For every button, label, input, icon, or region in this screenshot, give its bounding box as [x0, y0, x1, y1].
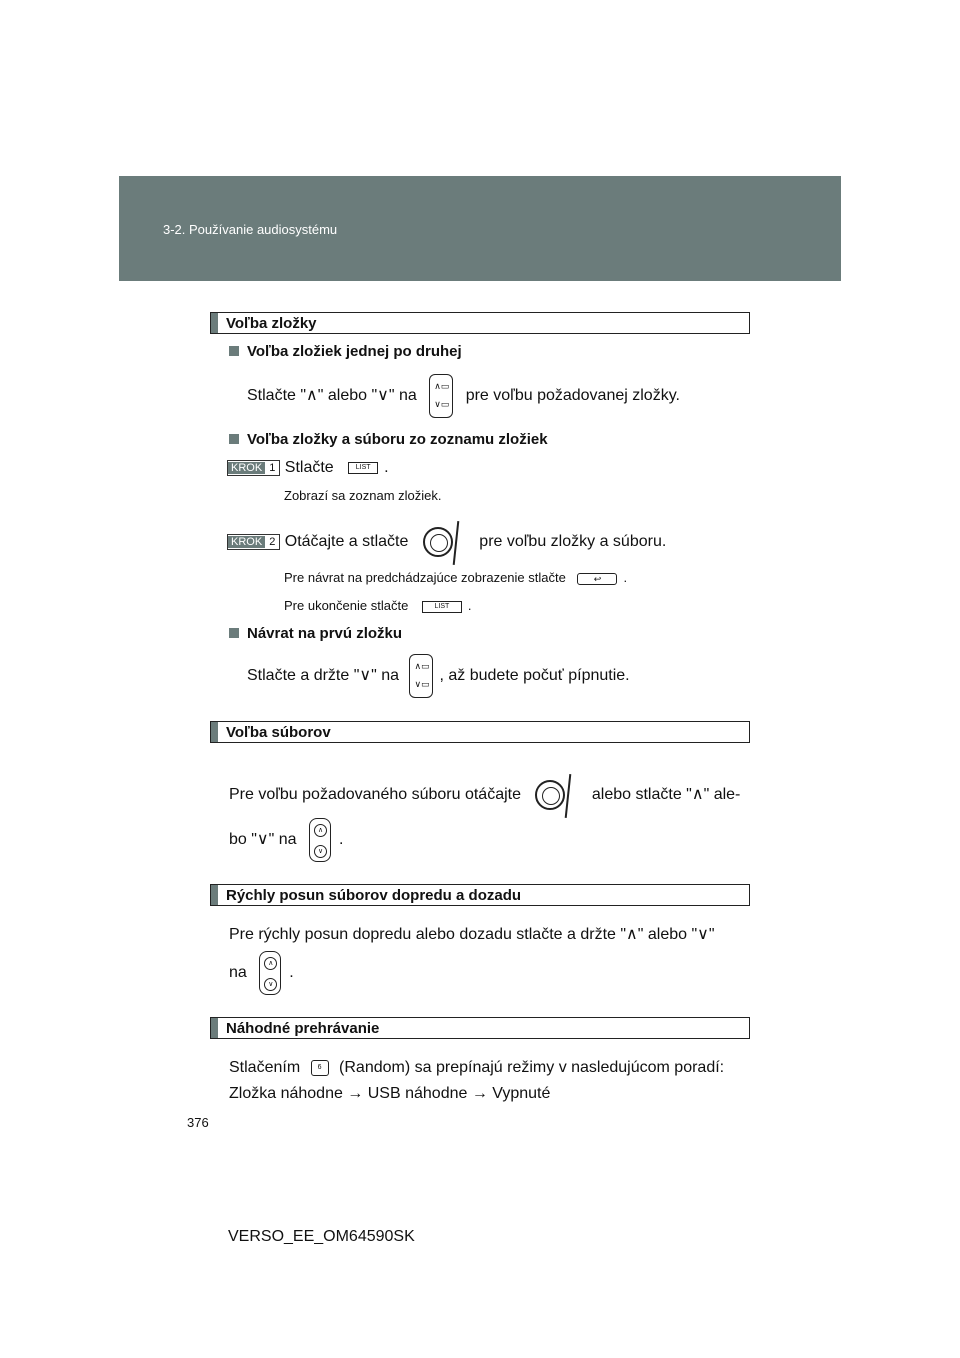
down-glyph: ∨	[264, 978, 277, 991]
text-fragment: alebo stlačte "∧" ale-	[591, 786, 741, 804]
section-random-title: Náhodné prehrávanie	[226, 1020, 380, 1037]
step-badge	[227, 460, 280, 476]
step2-line	[227, 527, 666, 557]
section-stripe	[211, 1018, 218, 1038]
folder-one-by-one-text	[247, 374, 680, 418]
step-number: 1	[269, 461, 276, 474]
section-stripe	[211, 885, 218, 905]
step-badge	[227, 534, 280, 550]
text-fragment: .	[339, 831, 344, 849]
random-button-icon: 6	[311, 1060, 329, 1076]
fast-line1: Pre rýchly posun dopredu alebo dozadu stlačte a držte "∧" alebo "∨"	[229, 926, 715, 943]
bullet-square-icon	[229, 434, 239, 444]
subheading-text: Návrat na prvú zložku	[247, 625, 403, 642]
list-button-icon: LIST	[422, 601, 462, 613]
text-fragment: , až budete počuť pípnutie.	[439, 667, 630, 685]
subheading-text: Voľba zložky a súboru zo zoznamu zložiek	[247, 431, 548, 448]
knob-pointer	[453, 521, 459, 565]
step-word: KROK	[228, 536, 265, 548]
section-fast-bar	[210, 884, 750, 906]
up-down-button-icon	[259, 951, 281, 995]
back-button-icon: ↩	[577, 573, 617, 585]
text-fragment: (Random) sa prepínajú režimy v nasledujúcom poradí:	[339, 1059, 725, 1076]
up-glyph: ∧	[314, 824, 327, 837]
down-glyph: ∨	[314, 845, 327, 858]
breadcrumb: 3-2. Používanie audiosystému	[163, 222, 338, 237]
section-file-title: Voľba súborov	[226, 724, 331, 741]
random-line2: Zložka náhodne → USB náhodne → Vypnuté	[229, 1085, 551, 1102]
rocker-up-glyph: ∧▭	[414, 661, 430, 671]
subheading-folder-from-list	[229, 431, 548, 448]
text-fragment: Stlačte "∧" alebo "∨" na	[247, 387, 417, 405]
step2-note-back	[284, 570, 627, 585]
text-fragment: bo "∨" na	[229, 831, 297, 849]
text-fragment: Pre voľbu požadovaného súboru otáčajte	[229, 786, 521, 804]
subheading-first-folder	[229, 625, 402, 642]
subheading-text: Voľba zložiek jednej po druhej	[247, 343, 462, 360]
fast-line2	[229, 951, 294, 995]
text-fragment: Pre návrat na predchádzajúce zobrazenie stlačte	[284, 570, 566, 585]
bullet-square-icon	[229, 346, 239, 356]
step-word: KROK	[228, 462, 265, 474]
text-fragment: Stlačte a držte "∨" na	[247, 667, 400, 685]
step1-line	[227, 459, 389, 477]
up-glyph: ∧	[264, 957, 277, 970]
page-number: 376	[187, 1115, 209, 1130]
text-fragment: pre voľbu zložky a súboru.	[479, 533, 667, 551]
footer-code: VERSO_EE_OM64590SK	[228, 1228, 415, 1245]
section-folder-bar	[210, 312, 750, 334]
seek-rocker-icon	[429, 374, 453, 418]
section-fast-title: Rýchly posun súborov dopredu a dozadu	[226, 887, 522, 904]
first-folder-text	[247, 654, 630, 698]
section-random-bar	[210, 1017, 750, 1039]
text-fragment: Pre ukončenie stlačte	[284, 598, 409, 613]
text-fragment: .	[384, 459, 389, 476]
file-line1	[229, 780, 740, 810]
text-fragment: Stlačením	[229, 1059, 301, 1076]
section-stripe	[211, 313, 218, 333]
subheading-folder-one-by-one	[229, 343, 462, 360]
step1-note: Zobrazí sa zoznam zložiek.	[284, 488, 442, 503]
up-down-button-icon	[309, 818, 331, 862]
step2-note-exit	[284, 598, 472, 613]
section-stripe	[211, 722, 218, 742]
file-line2	[229, 818, 343, 862]
step-number: 2	[269, 536, 276, 548]
text-fragment: pre voľbu požadovanej zložky.	[465, 387, 680, 405]
text-fragment: .	[623, 570, 628, 585]
rocker-down-glyph: ∨▭	[434, 399, 450, 409]
text-fragment: Otáčajte a stlačte	[284, 533, 409, 551]
tune-knob-icon	[423, 527, 453, 557]
rocker-up-glyph: ∧▭	[434, 381, 450, 391]
random-line1	[229, 1059, 724, 1077]
tune-knob-icon	[535, 780, 565, 810]
bullet-square-icon	[229, 628, 239, 638]
section-file-bar	[210, 721, 750, 743]
section-folder-title: Voľba zložky	[226, 315, 317, 332]
text-fragment: Stlačte	[284, 459, 334, 476]
text-fragment: .	[467, 598, 472, 613]
text-fragment: .	[289, 964, 294, 982]
text-fragment: na	[229, 964, 247, 982]
seek-rocker-icon	[409, 654, 433, 698]
header-band	[119, 176, 841, 281]
list-button-icon: LIST	[348, 462, 378, 474]
knob-pointer	[565, 774, 571, 818]
rocker-down-glyph: ∨▭	[414, 679, 430, 689]
